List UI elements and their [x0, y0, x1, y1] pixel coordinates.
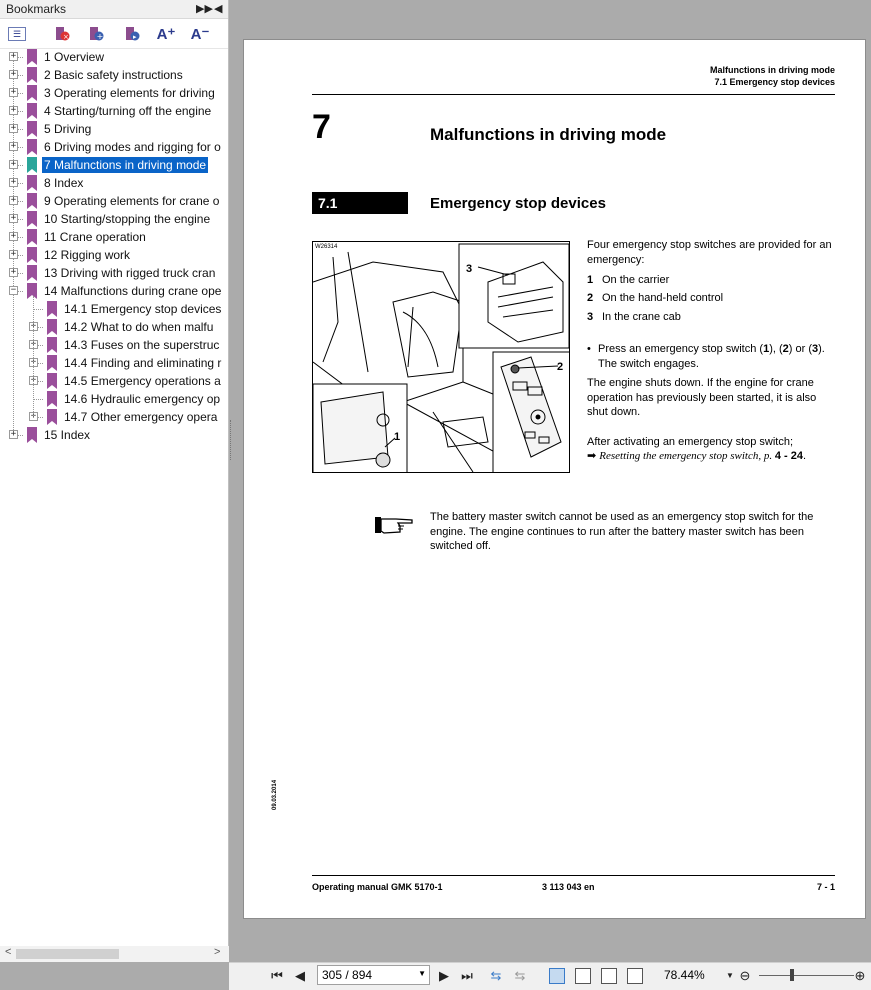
delete-bookmark-icon[interactable] [52, 25, 72, 43]
header-rule [312, 94, 835, 95]
bookmark-options-icon[interactable]: ☰ [8, 27, 26, 41]
bookmark-label: 13 Driving with rigged truck cran [44, 266, 216, 280]
first-page-icon[interactable]: ⏮ [271, 968, 283, 983]
bookmark-item[interactable] [0, 174, 229, 192]
expand-icon[interactable]: + [10, 51, 17, 61]
bookmark-child-item[interactable] [0, 300, 229, 318]
facing-view-icon[interactable] [601, 968, 617, 984]
bookmarks-panel [0, 0, 229, 962]
running-header-section: 7.1 Emergency stop devices [714, 77, 835, 87]
bookmark-label: 14.5 Emergency operations a [64, 374, 221, 388]
arrow-right-icon: ➡ [587, 450, 597, 462]
bookmark-icon [27, 211, 37, 227]
bookmark-item[interactable] [0, 192, 229, 210]
bookmark-label: 7 Malfunctions in driving mode [44, 158, 207, 172]
page-number-field[interactable] [317, 965, 430, 985]
expand-icon[interactable]: + [10, 429, 17, 439]
increase-text-size-icon[interactable]: A⁺ [156, 26, 176, 43]
bookmark-label: 12 Rigging work [44, 248, 131, 262]
bookmark-label: 4 Starting/turning off the engine [44, 104, 212, 118]
bullet-dot: • [587, 343, 591, 355]
footer-docnum: 3 113 043 en [542, 882, 595, 892]
bookmark-icon [47, 391, 57, 407]
bookmark-label: 11 Crane operation [44, 230, 146, 244]
bookmark-child-item[interactable] [0, 318, 229, 336]
bookmark-icon [47, 337, 57, 353]
bookmark-icon [27, 139, 37, 155]
callout-3: 3 [466, 263, 473, 275]
bookmark-icon [27, 103, 37, 119]
bookmark-icon [27, 175, 37, 191]
bookmark-item[interactable] [0, 120, 229, 138]
expand-icon[interactable]: + [30, 375, 37, 385]
bookmark-label: 14.7 Other emergency opera [64, 410, 218, 424]
bookmark-label: 14.1 Emergency stop devices [64, 302, 222, 316]
crane-illustration [313, 242, 570, 473]
engine-shutdown-text: The engine shuts down. If the engine for crane operation has previously been started, it is also shut down. [587, 377, 817, 418]
list-number: 2 [587, 292, 594, 304]
footer-page: 7 - 1 [816, 882, 835, 892]
bookmark-icon [27, 283, 37, 299]
expand-icon[interactable]: + [10, 195, 17, 205]
bookmark-item[interactable] [0, 138, 229, 156]
zoom-slider[interactable] [759, 975, 854, 976]
reset-switch-link[interactable]: Resetting the emergency stop switch [599, 450, 759, 462]
list-number: 1 [587, 274, 594, 286]
bookmark-item[interactable] [0, 66, 229, 84]
zoom-level[interactable]: 78.44% [664, 968, 705, 982]
collapse-icon[interactable]: − [10, 285, 17, 295]
expand-icon[interactable]: + [10, 267, 17, 277]
emergency-stop-figure [312, 241, 570, 473]
tree-connector [33, 296, 34, 418]
bookmark-child-item[interactable] [0, 336, 229, 354]
expand-icon[interactable]: + [30, 321, 37, 331]
bookmark-item[interactable] [0, 246, 229, 264]
footer-manual: Operating manual GMK 5170-1 [312, 882, 443, 892]
running-header-chapter: Malfunctions in driving mode [709, 65, 835, 75]
pointing-hand-icon [374, 514, 416, 536]
bookmark-icon [47, 409, 57, 425]
chapter-number: 7 [312, 108, 331, 146]
bookmark-child-item[interactable] [0, 408, 229, 426]
bookmark-label: 5 Driving [44, 122, 92, 136]
bookmark-child-item[interactable] [0, 390, 229, 408]
bookmark-item[interactable] [0, 264, 229, 282]
figure-id: W26314 [315, 244, 338, 250]
bookmark-item[interactable] [0, 102, 229, 120]
chapter-title: Malfunctions in driving mode [430, 125, 667, 144]
bookmark-label: 9 Operating elements for crane o [44, 194, 220, 208]
bookmark-item[interactable] [0, 84, 229, 102]
bookmark-icon [47, 319, 57, 335]
bookmark-icon [27, 193, 37, 209]
zoom-slider-thumb[interactable] [790, 969, 794, 981]
chevron-down-icon[interactable]: ▼ [418, 969, 426, 978]
expand-icon[interactable]: + [10, 213, 17, 223]
navigation-toolbar [229, 962, 871, 990]
section-number: 7.1 [312, 192, 408, 214]
side-date: 09.03.2014 [272, 779, 278, 810]
zoom-out-icon[interactable]: ⊖ [739, 968, 751, 983]
document-page [243, 39, 866, 919]
bookmark-label: 14.2 What to do when malfu [64, 320, 214, 334]
expand-icon[interactable]: + [10, 177, 17, 187]
bookmarks-header [0, 0, 228, 19]
bookmark-item[interactable] [0, 48, 229, 66]
bookmark-label: 2 Basic safety instructions [44, 68, 183, 82]
next-view-icon[interactable]: ⇆ [514, 968, 526, 983]
decrease-text-size-icon[interactable]: A⁻ [190, 26, 210, 43]
expand-panel-icon[interactable]: ▶▶ [196, 3, 213, 15]
bullet-instruction: • Press an emergency stop switch (1), (2) or (3). The switch engages. [587, 343, 825, 370]
bookmark-label: 14.3 Fuses on the superstruc [64, 338, 220, 352]
section-title: Emergency stop devices [430, 195, 606, 212]
expand-icon[interactable]: + [10, 105, 17, 115]
bookmark-icon [27, 247, 37, 263]
list-item [587, 291, 839, 306]
add-bookmark-icon[interactable] [86, 25, 106, 43]
bookmark-item[interactable] [0, 426, 229, 444]
expand-icon[interactable]: + [10, 123, 17, 133]
list-text: On the hand-held control [602, 292, 724, 304]
tree-connector [33, 399, 43, 400]
single-page-view-icon[interactable] [549, 968, 565, 984]
svg-text:+: + [96, 32, 104, 41]
page-reference[interactable]: 4 - 24 [774, 450, 803, 462]
bookmark-label: 14.6 Hydraulic emergency op [64, 392, 221, 406]
bookmark-label: 15 Index [44, 428, 91, 442]
previous-view-icon[interactable]: ⇆ [490, 968, 502, 983]
list-text: On the carrier [602, 274, 670, 286]
battery-note: The battery master switch cannot be used as an emergency stop switch for the engine. The engine continues to run after the battery master switch has been switched off. [430, 511, 814, 552]
bookmark-icon [47, 301, 57, 317]
scroll-left-icon[interactable]: < [5, 946, 12, 958]
previous-page-icon[interactable]: ◀ [295, 968, 305, 983]
expand-icon[interactable]: + [10, 159, 17, 169]
bookmark-icon [27, 85, 37, 101]
after-activation-text: After activating an emergency stop switch; [587, 436, 794, 448]
bookmarks-toolbar [0, 19, 228, 49]
bookmarks-title: Bookmarks [6, 2, 67, 16]
bookmark-icon [47, 355, 57, 371]
callout-2: 2 [557, 361, 564, 373]
horizontal-scrollbar[interactable] [0, 946, 229, 962]
bookmark-child-item[interactable] [0, 354, 229, 372]
expand-icon[interactable]: + [30, 339, 37, 349]
bookmark-icon [27, 121, 37, 137]
zoom-in-icon[interactable]: ⊕ [854, 968, 866, 983]
bookmark-icon [27, 229, 37, 245]
next-page-icon[interactable]: ▶ [439, 968, 449, 983]
bookmark-icon [27, 427, 37, 443]
bookmark-label: 14.4 Finding and eliminating r [64, 356, 222, 370]
footer-rule [312, 875, 835, 876]
bookmark-label: 6 Driving modes and rigging for o [44, 140, 221, 154]
svg-text:×: × [63, 33, 69, 41]
expand-icon[interactable]: + [10, 141, 17, 151]
bookmark-icon [27, 157, 37, 173]
scroll-right-icon[interactable]: > [214, 946, 221, 958]
expand-icon[interactable]: + [30, 357, 37, 367]
zoom-dropdown-icon[interactable]: ▼ [726, 971, 734, 980]
expand-icon[interactable]: + [10, 87, 17, 97]
page-number-value: 305 / 894 [322, 968, 373, 982]
bookmark-item[interactable] [0, 228, 229, 246]
list-item [587, 310, 839, 325]
splitter-grip[interactable] [230, 420, 234, 460]
expand-icon[interactable]: + [10, 231, 17, 241]
bookmark-label: 14 Malfunctions during crane ope [44, 284, 222, 298]
expand-icon[interactable]: + [10, 249, 17, 259]
bookmark-label: 8 Index [44, 176, 84, 190]
tree-connector [33, 309, 43, 310]
expand-icon[interactable]: + [10, 69, 17, 79]
continuous-facing-view-icon[interactable] [627, 968, 643, 984]
bookmark-item[interactable] [0, 210, 229, 228]
bookmark-icon [27, 67, 37, 83]
intro-text: Four emergency stop switches are provided for an emergency: [587, 239, 832, 266]
list-text: In the crane cab [602, 311, 681, 323]
bookmark-icon [27, 49, 37, 65]
last-page-icon[interactable]: ⏭ [461, 968, 473, 983]
goto-bookmark-icon[interactable] [122, 25, 142, 43]
list-number: 3 [587, 311, 594, 323]
bookmark-child-item[interactable] [0, 372, 229, 390]
bookmark-label: 10 Starting/stopping the engine [44, 212, 211, 226]
bookmark-label: 3 Operating elements for driving [44, 86, 215, 100]
svg-text:▸: ▸ [133, 33, 137, 41]
scrollbar-thumb[interactable] [16, 949, 119, 959]
collapse-panel-icon[interactable]: ◀ [214, 3, 223, 15]
list-item [587, 273, 839, 288]
continuous-view-icon[interactable] [575, 968, 591, 984]
cross-reference: ➡ Resetting the emergency stop switch, p. 4 - 24. [587, 450, 807, 462]
callout-1: 1 [394, 431, 401, 443]
bookmark-icon [47, 373, 57, 389]
bookmark-icon [27, 265, 37, 281]
bookmark-label: 1 Overview [44, 50, 105, 64]
bookmark-item[interactable] [0, 282, 229, 300]
expand-icon[interactable]: + [30, 411, 37, 421]
bookmark-item[interactable] [0, 156, 229, 174]
